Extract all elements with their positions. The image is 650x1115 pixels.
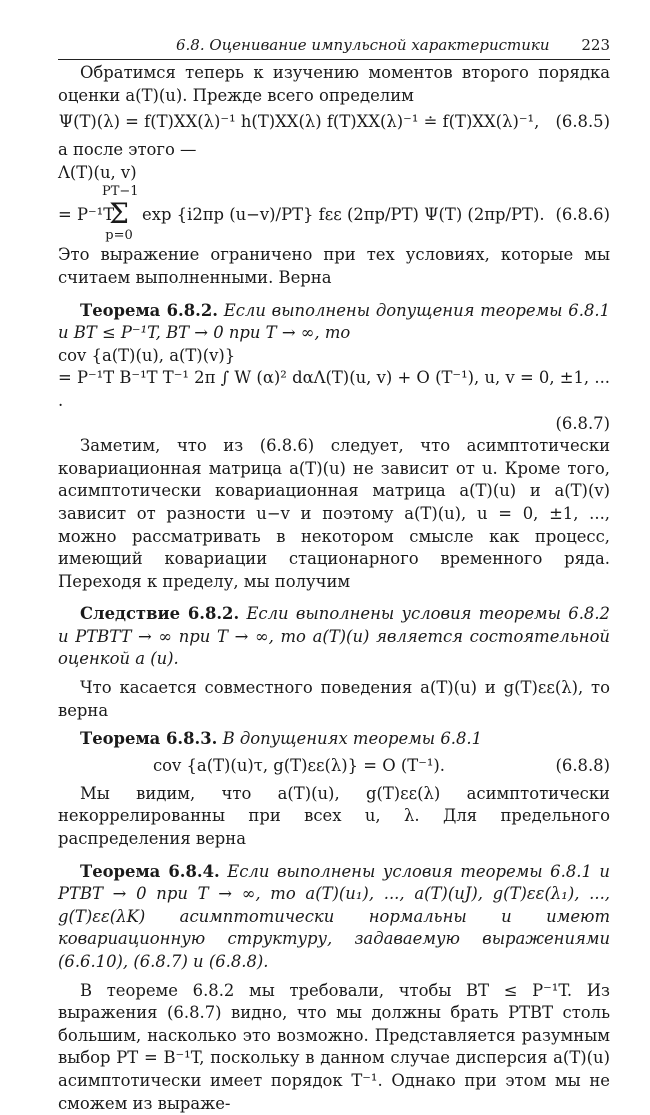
equation-tag: (6.8.5) — [555, 112, 610, 132]
paragraph-remark: Заметим, что из (6.8.6) следует, что асимптотически ковариационная матрица a(T)(u) не зависит от u. Кроме того, асимптотически ковариационная матрица a(T)(u) и a(T)(v) зависит от разности u−v и поэтому a(T)(u), u = 0, ±1, ..., можно рассматривать в некотором смысле как процесс, имеющий ковариации стационарного временного ряда. Переходя к пределу, мы получим — [58, 436, 610, 591]
corollary-label: Следствие 6.8.2. — [80, 604, 240, 624]
corollary-6-8-2 — [58, 603, 610, 671]
paragraph-uncorrelated: Мы видим, что a(T)(u), g(T)εε(λ) асимптотически некоррелированны при всех u, λ. Для предельного распределения верна — [58, 783, 610, 849]
equation-6-8-6 — [58, 184, 610, 244]
page-body — [58, 62, 610, 1115]
sum-lower-limit: p=0 — [105, 228, 133, 244]
equation-lhs: = P⁻¹T — [58, 205, 115, 225]
equation-formula: cov {a(T)(u)τ, g(T)εε(λ)} = O (T⁻¹). — [152, 755, 446, 775]
equation-6-8-5 — [58, 111, 610, 135]
equation-tag: (6.8.8) — [555, 755, 610, 775]
sum-upper-limit: PT−1 — [102, 184, 139, 200]
theorem-formula: = P⁻¹T B⁻¹T T⁻¹ 2π ∫ W (α)² dαΛ(T)(u, v) + O (T⁻¹), u, v = 0, ±1, ... . — [58, 368, 610, 410]
equation-tag: (6.8.6) — [555, 205, 610, 225]
lambda-definition: Λ(T)(u, v) — [58, 162, 137, 182]
theorem-label: Теорема 6.8.2. — [80, 300, 218, 320]
theorem-label: Теорема 6.8.3. — [80, 729, 218, 749]
theorem-text: Если выполнены условия теоремы 6.8.1 и PTBT → 0 при T → ∞, то a(T)(u₁), ..., a(T)(uJ), g(T)εε(λ₁), ..., g(T)εε(λK) асимптотически нормальны и имеют ковариационную структуру, задаваемую выражениями (6.6.10), (6.8.7) и (6.8.8). — [58, 861, 610, 971]
theorem-6-8-2 — [58, 300, 610, 436]
page-number: 223 — [581, 36, 610, 54]
paragraph-joint: Что касается совместного поведения a(T)(u) и g(T)εε(λ), то верна — [58, 678, 610, 720]
running-title: 6.8. Оценивание импульсной характеристики — [176, 36, 550, 54]
sum-operator — [102, 184, 139, 244]
equation-rhs: exp {i2πp (u−v)/PT} fεε (2πp/PT) Ψ(T) (2πp/PT). — [142, 205, 545, 225]
paragraph-intro: Обратимся теперь к изучению моментов второго порядка оценки a(T)(u). Прежде всего определим — [58, 63, 610, 105]
theorem-6-8-3 — [58, 728, 610, 779]
theorem-cov: cov {a(T)(u), a(T)(v)} — [58, 345, 236, 365]
sum-symbol: Σ — [109, 197, 129, 231]
theorem-text: Если выполнены допущения теоремы 6.8.1 и BT ≤ P⁻¹T, BT → 0 при T → ∞, то — [58, 300, 611, 343]
paragraph-after: а после этого — — [58, 140, 197, 160]
theorem-label: Теорема 6.8.4. — [80, 861, 220, 881]
corollary-text: Если выполнены условия теоремы 6.8.2 и PTBTT → ∞ при T → ∞, то a(T)(u) является состоятельной оценкой a (u). — [58, 604, 610, 669]
page-header — [58, 34, 610, 56]
theorem-text: В допущениях теоремы 6.8.1 — [222, 729, 483, 749]
theorem-6-8-4 — [58, 861, 610, 974]
equation-tag: (6.8.7) — [555, 413, 610, 433]
paragraph-final: В теореме 6.8.2 мы требовали, чтобы BT ≤ P⁻¹T. Из выражения (6.8.7) видно, что мы должны брать PTBT столь большим, насколько это возможно. Представляется разумным выбор PT = B⁻¹T, поскольку в данном случае дисперсия a(T)(u) асимптотически имеет порядок T⁻¹. Однако при этом мы не сможем из выраже- — [58, 980, 610, 1113]
paragraph-bounded: Это выражение ограничено при тех условиях, которые мы считаем выполненными. Верна — [58, 245, 610, 287]
equation-6-8-8 — [58, 755, 610, 779]
equation-formula: Ψ(T)(λ) = f(T)XX(λ)⁻¹ h(T)XX(λ) f(T)XX(λ)⁻¹ ≐ f(T)XX(λ)⁻¹, — [58, 112, 540, 132]
header-rule — [58, 59, 610, 60]
